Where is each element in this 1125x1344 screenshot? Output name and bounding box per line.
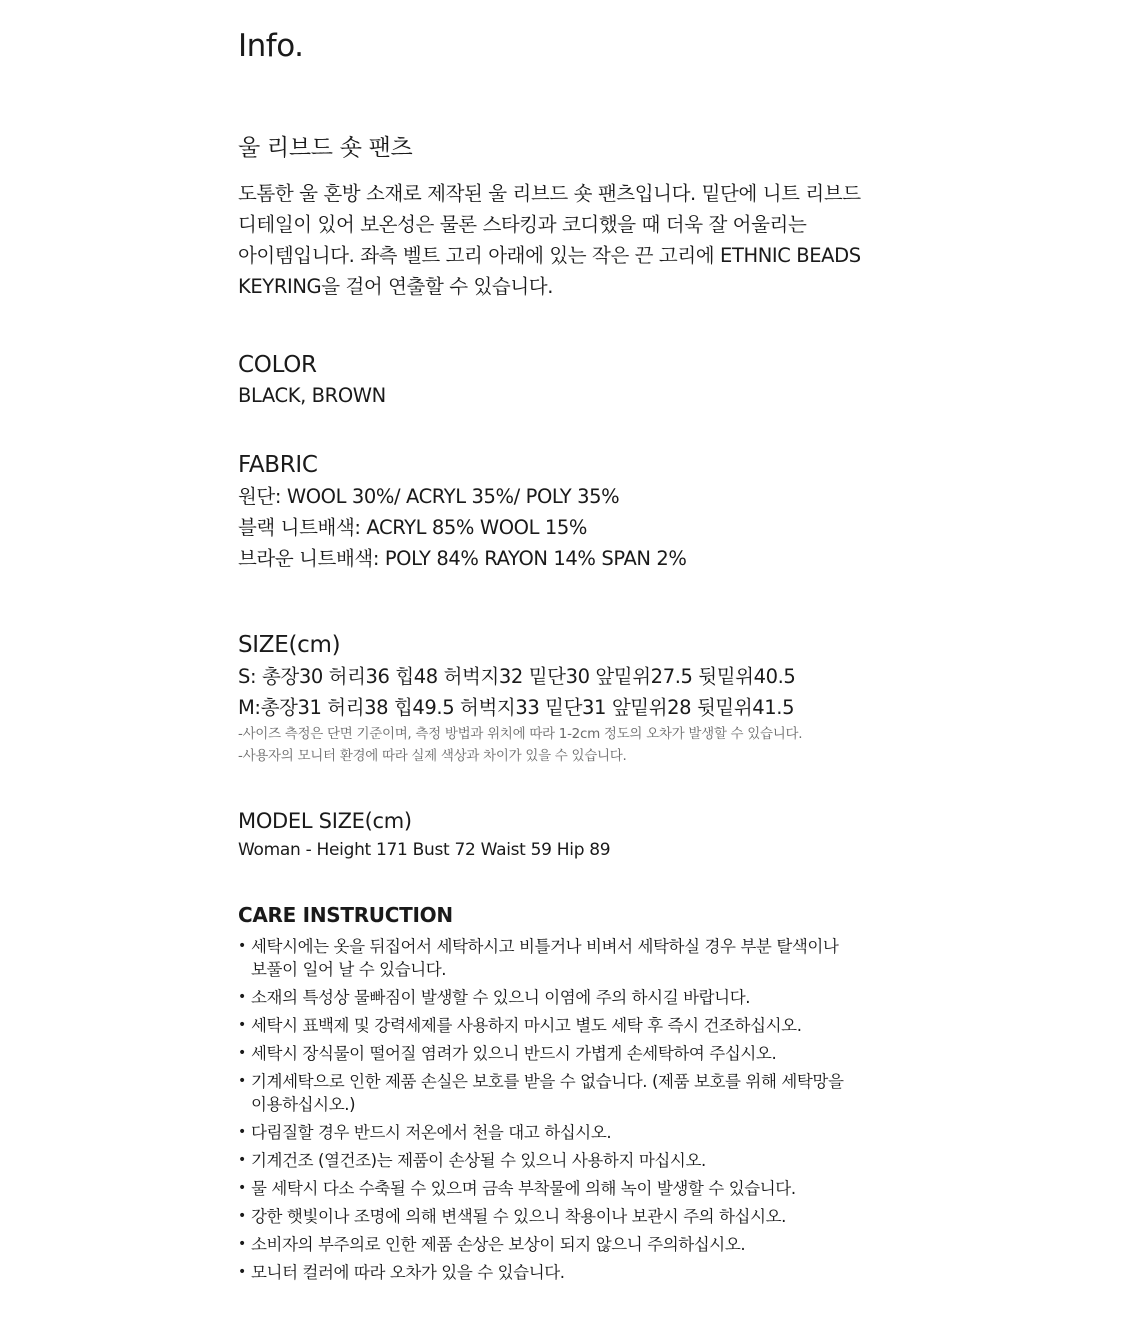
care-item-text: 세탁시에는 옷을 뒤집어서 세탁하시고 비틀거나 비벼서 세탁하실 경우 부분 탈색이나 bbox=[251, 937, 839, 956]
care-item bbox=[238, 1261, 1098, 1284]
care-item bbox=[238, 1014, 1098, 1037]
fabric-heading: FABRIC bbox=[238, 452, 318, 478]
color-value: BLACK, BROWN bbox=[238, 384, 386, 407]
bullet-icon: • bbox=[238, 1152, 246, 1168]
fabric-line: 원단: WOOL 30%/ ACRYL 35%/ POLY 35% bbox=[238, 485, 620, 508]
care-item-text-continued: 이용하십시오.) bbox=[251, 1095, 356, 1114]
care-item bbox=[238, 1205, 1098, 1228]
bullet-icon: • bbox=[238, 1073, 246, 1089]
model-size-heading: MODEL SIZE(cm) bbox=[238, 809, 412, 833]
care-item-text: 강한 햇빛이나 조명에 의해 변색될 수 있으니 착용이나 보관시 주의 하십시오. bbox=[251, 1207, 787, 1226]
size-note: -사용자의 모니터 환경에 따라 실제 색상과 차이가 있을 수 있습니다. bbox=[238, 748, 627, 764]
care-list bbox=[238, 935, 1098, 1284]
size-note: -사이즈 측정은 단면 기준이며, 측정 방법과 위치에 따라 1-2cm 정도의 오차가 발생할 수 있습니다. bbox=[238, 726, 803, 742]
description-line: 아이템입니다. 좌측 벨트 고리 아래에 있는 작은 끈 고리에 ETHNIC BEADS bbox=[238, 244, 861, 267]
care-item bbox=[238, 1121, 1098, 1144]
bullet-icon: • bbox=[238, 938, 246, 954]
care-item-text: 기계건조 (열건조)는 제품이 손상될 수 있으니 사용하지 마십시오. bbox=[251, 1151, 706, 1170]
care-section bbox=[238, 900, 1098, 1289]
care-item-text: 소비자의 부주의로 인한 제품 손상은 보상이 되지 않으니 주의하십시오. bbox=[251, 1235, 746, 1254]
care-item-text: 모니터 컬러에 따라 오차가 있을 수 있습니다. bbox=[251, 1263, 565, 1282]
bullet-icon: • bbox=[238, 1208, 246, 1224]
size-line-m: M:총장31 허리38 힙49.5 허벅지33 밑단31 앞밑위28 뒷밑위41.5 bbox=[238, 696, 795, 719]
fabric-section bbox=[238, 450, 1098, 574]
description-line: 디테일이 있어 보온성은 물론 스타킹과 코디했을 때 더욱 잘 어울리는 bbox=[238, 213, 807, 236]
bullet-icon: • bbox=[238, 989, 246, 1005]
bullet-icon: • bbox=[238, 1045, 246, 1061]
care-item-text: 세탁시 장식물이 떨어질 염려가 있으니 반드시 가볍게 손세탁하여 주십시오. bbox=[251, 1044, 777, 1063]
color-section bbox=[238, 350, 1098, 412]
bullet-icon: • bbox=[238, 1236, 246, 1252]
care-item bbox=[238, 1149, 1098, 1172]
care-item bbox=[238, 935, 1098, 981]
description-line: KEYRING을 걸어 연출할 수 있습니다. bbox=[238, 275, 554, 298]
size-line-s: S: 총장30 허리36 힙48 허벅지32 밑단30 앞밑위27.5 뒷밑위40.5 bbox=[238, 665, 796, 688]
care-item bbox=[238, 1042, 1098, 1065]
bullet-icon: • bbox=[238, 1017, 246, 1033]
product-section bbox=[238, 132, 1098, 302]
bullet-icon: • bbox=[238, 1124, 246, 1140]
care-item-text: 물 세탁시 다소 수축될 수 있으며 금속 부착물에 의해 녹이 발생할 수 있습니다. bbox=[251, 1179, 796, 1198]
bullet-icon: • bbox=[238, 1264, 246, 1280]
fabric-line: 브라운 니트배색: POLY 84% RAYON 14% SPAN 2% bbox=[238, 547, 687, 570]
care-item bbox=[238, 1233, 1098, 1256]
model-size-section bbox=[238, 806, 1098, 864]
care-item bbox=[238, 986, 1098, 1009]
product-description bbox=[238, 178, 1098, 302]
product-name: 울 리브드 숏 팬츠 bbox=[238, 135, 413, 161]
care-item bbox=[238, 1177, 1098, 1200]
care-item-text: 다림질할 경우 반드시 저온에서 천을 대고 하십시오. bbox=[251, 1123, 612, 1142]
care-item-text: 세탁시 표백제 및 강력세제를 사용하지 마시고 별도 세탁 후 즉시 건조하십시오. bbox=[251, 1016, 802, 1035]
care-heading: CARE INSTRUCTION bbox=[238, 903, 453, 927]
bullet-icon: • bbox=[238, 1180, 246, 1196]
size-heading: SIZE(cm) bbox=[238, 632, 341, 658]
size-section bbox=[238, 630, 1098, 767]
care-item-text-continued: 보풀이 일어 날 수 있습니다. bbox=[251, 960, 447, 979]
fabric-line: 블랙 니트배색: ACRYL 85% WOOL 15% bbox=[238, 516, 588, 539]
care-item-text: 기계세탁으로 인한 제품 손실은 보호를 받을 수 없습니다. (제품 보호를 위해 세탁망을 bbox=[251, 1072, 844, 1091]
info-title: Info. bbox=[238, 28, 304, 64]
model-size-value: Woman - Height 171 Bust 72 Waist 59 Hip 89 bbox=[238, 840, 611, 860]
description-line: 도톰한 울 혼방 소재로 제작된 울 리브드 숏 팬츠입니다. 밑단에 니트 리브드 bbox=[238, 182, 861, 205]
care-item bbox=[238, 1070, 1098, 1116]
care-item-text: 소재의 특성상 물빠짐이 발생할 수 있으니 이염에 주의 하시길 바랍니다. bbox=[251, 988, 751, 1007]
color-heading: COLOR bbox=[238, 352, 317, 378]
